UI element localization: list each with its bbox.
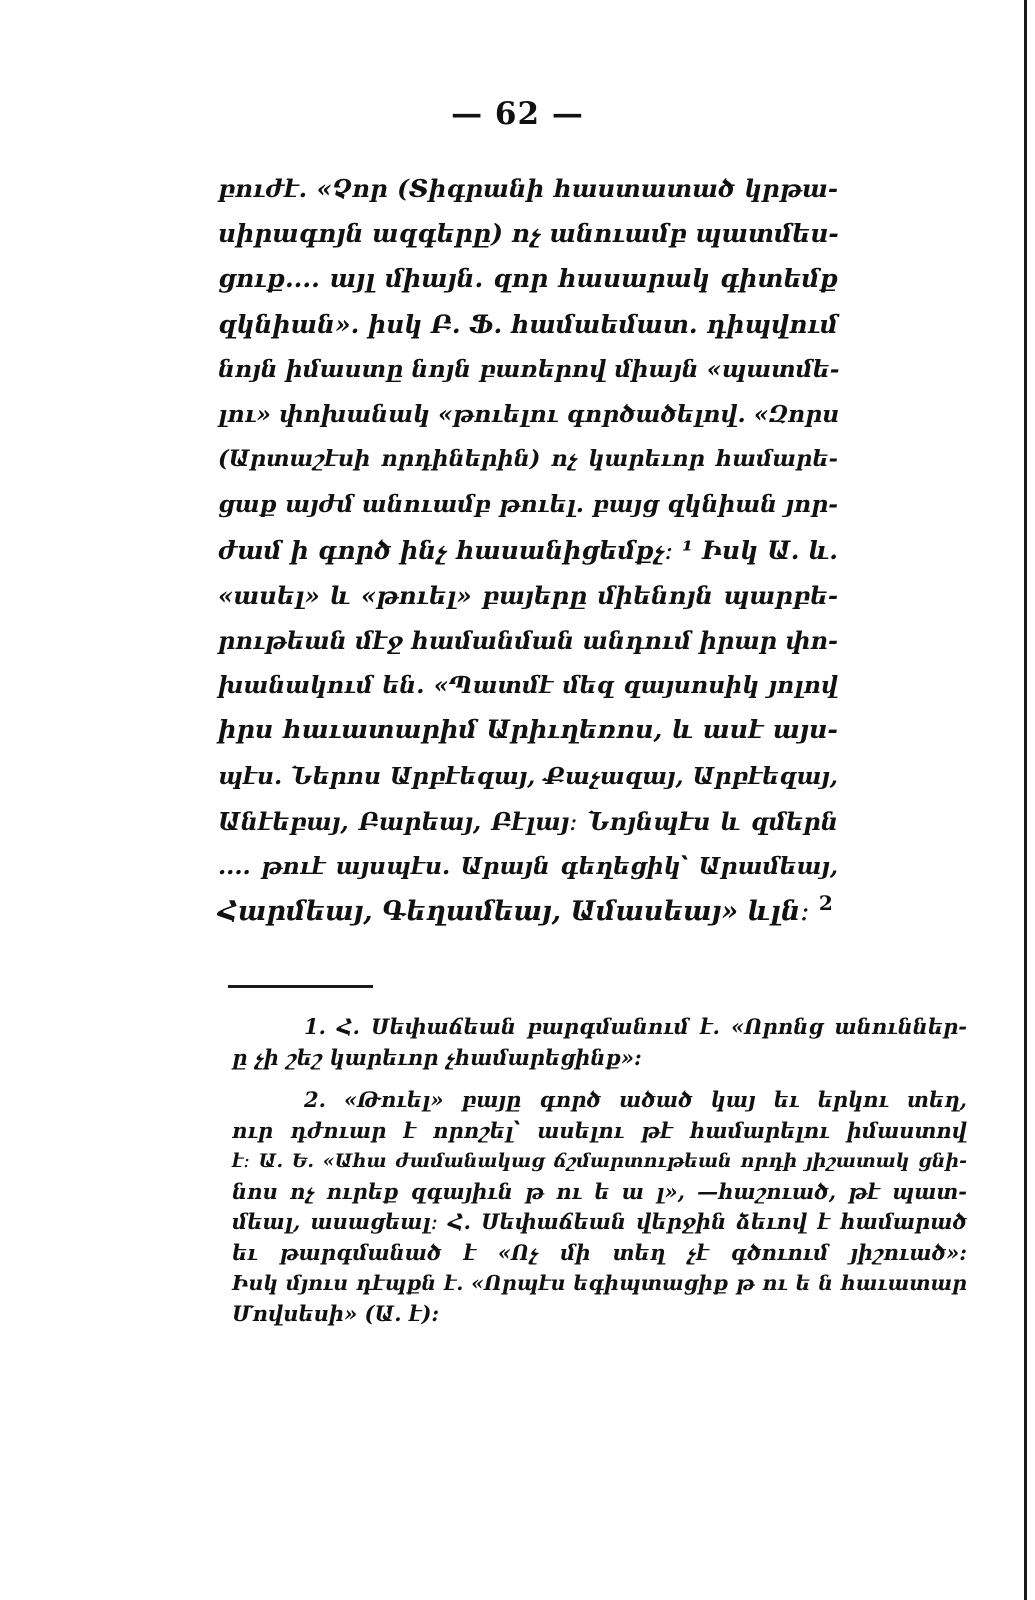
text-line-last — [218, 889, 838, 934]
footnote-line: 1․ Հ․ Սեփաճեան բարգմանում է․ «Որոնց անուններ- — [304, 1014, 967, 1039]
footnote-line: 2․ «Թուել» բայը գործ ածած կայ եւ երկու տեղ, — [304, 1087, 967, 1112]
text-line-content: Հարմեայ, Գեղամեայ, Ամասեայ» ևլն։ — [218, 896, 810, 928]
text-line: րութեան մէջ համանման անդում իրար փո- — [218, 626, 839, 656]
footnote-line: ը չի շեշ կարեւոր չհամարեցինք»: — [232, 1044, 642, 1070]
text-line: նոյն իմաստը նոյն բառերով միայն «պատմե- — [218, 354, 840, 383]
footnotes-section — [232, 1012, 967, 1329]
text-line: ցուք․․․․ այլ միայն․ զոր հասարակ գիտեմք — [218, 264, 838, 294]
footnote-marker: 2 — [818, 891, 833, 916]
footnote-line: նոս ոչ ուրեք զգայիւն թ ու ե ա լ», —հաշուած, թէ պատ- — [232, 1178, 967, 1204]
footnote-line: ուր դժուար է որոշել՝ ասելու թէ համարելու իմաստով — [232, 1117, 967, 1143]
text-line: «ասել» և «թուել» բայերը միենոյն պարբե- — [218, 580, 838, 610]
text-line: իրս հաւատարիմ Արիւղեռոս, և ասէ այս- — [218, 715, 838, 746]
main-text-body — [218, 166, 838, 934]
text-line: սիրագոյն ազգերը) ոչ անուամբ պատմես- — [218, 219, 839, 249]
footnote-line: է։ Ա․ Ե․ «Ահա ժամանակաց ճշմարտութեան որդի յիշատակ ցնի- — [232, 1150, 967, 1172]
page-edge-rule — [1024, 0, 1027, 1600]
text-line: (Արտաշէսի որդիներին) ոչ կարեւոր համարե- — [218, 446, 838, 473]
footnote-line: Մովսեսի» (Ա․ է): — [232, 1300, 440, 1326]
text-line: խանակում են․ «Պատմէ մեզ զայսոսիկ յոլով — [218, 671, 838, 700]
footnote-1 — [232, 1012, 967, 1073]
text-line: լու» փոխանակ «թուելու գործածելով․ «Զորս — [218, 400, 840, 429]
text-line: պէս․ Ներոս Արբէեզայ, Քաչազայ, Արբէեզայ, — [218, 761, 838, 790]
page-number: — 62 — — [451, 96, 584, 132]
footnote-line: Իսկ մյուս դէպքն է․ «Որպէս եգիպտացիք թ ու ե ն հաւատար — [232, 1271, 967, 1295]
text-line: ժամ ի գործ ինչ հասանիցեմքչ։ ¹ Իսկ Ա․ և․ — [218, 535, 838, 565]
text-line: բուժէ․ «Չոր (Տիգրանի հաստատած կրթա- — [218, 174, 838, 203]
footnote-separator — [228, 985, 373, 988]
text-line: զկնիան»․ իսկ Բ․ Ֆ․ համաեմատ․ դիպվում — [218, 309, 838, 339]
text-line: Անէեբայ, Բարեայ, Բէլայ։ Նոյնպէս և զմերն — [218, 806, 838, 836]
footnote-line: եւ թարգմանած է «Ոչ մի տեղ չէ գծուում յիշուած»: — [232, 1239, 967, 1265]
text-line: ․․․․ թուէ այսպէս․ Արայն գեղեցիկ՝ Արամեայ, — [218, 852, 838, 881]
text-line: ցաք այժմ անուամբ թուել․ բայց զկնիան յոր- — [218, 490, 838, 519]
footnote-line: մեալ, ասացեալ։ Հ․ Սեփաճեան վերջին ձեւով է համարած — [232, 1209, 967, 1234]
footnote-2 — [232, 1085, 967, 1329]
